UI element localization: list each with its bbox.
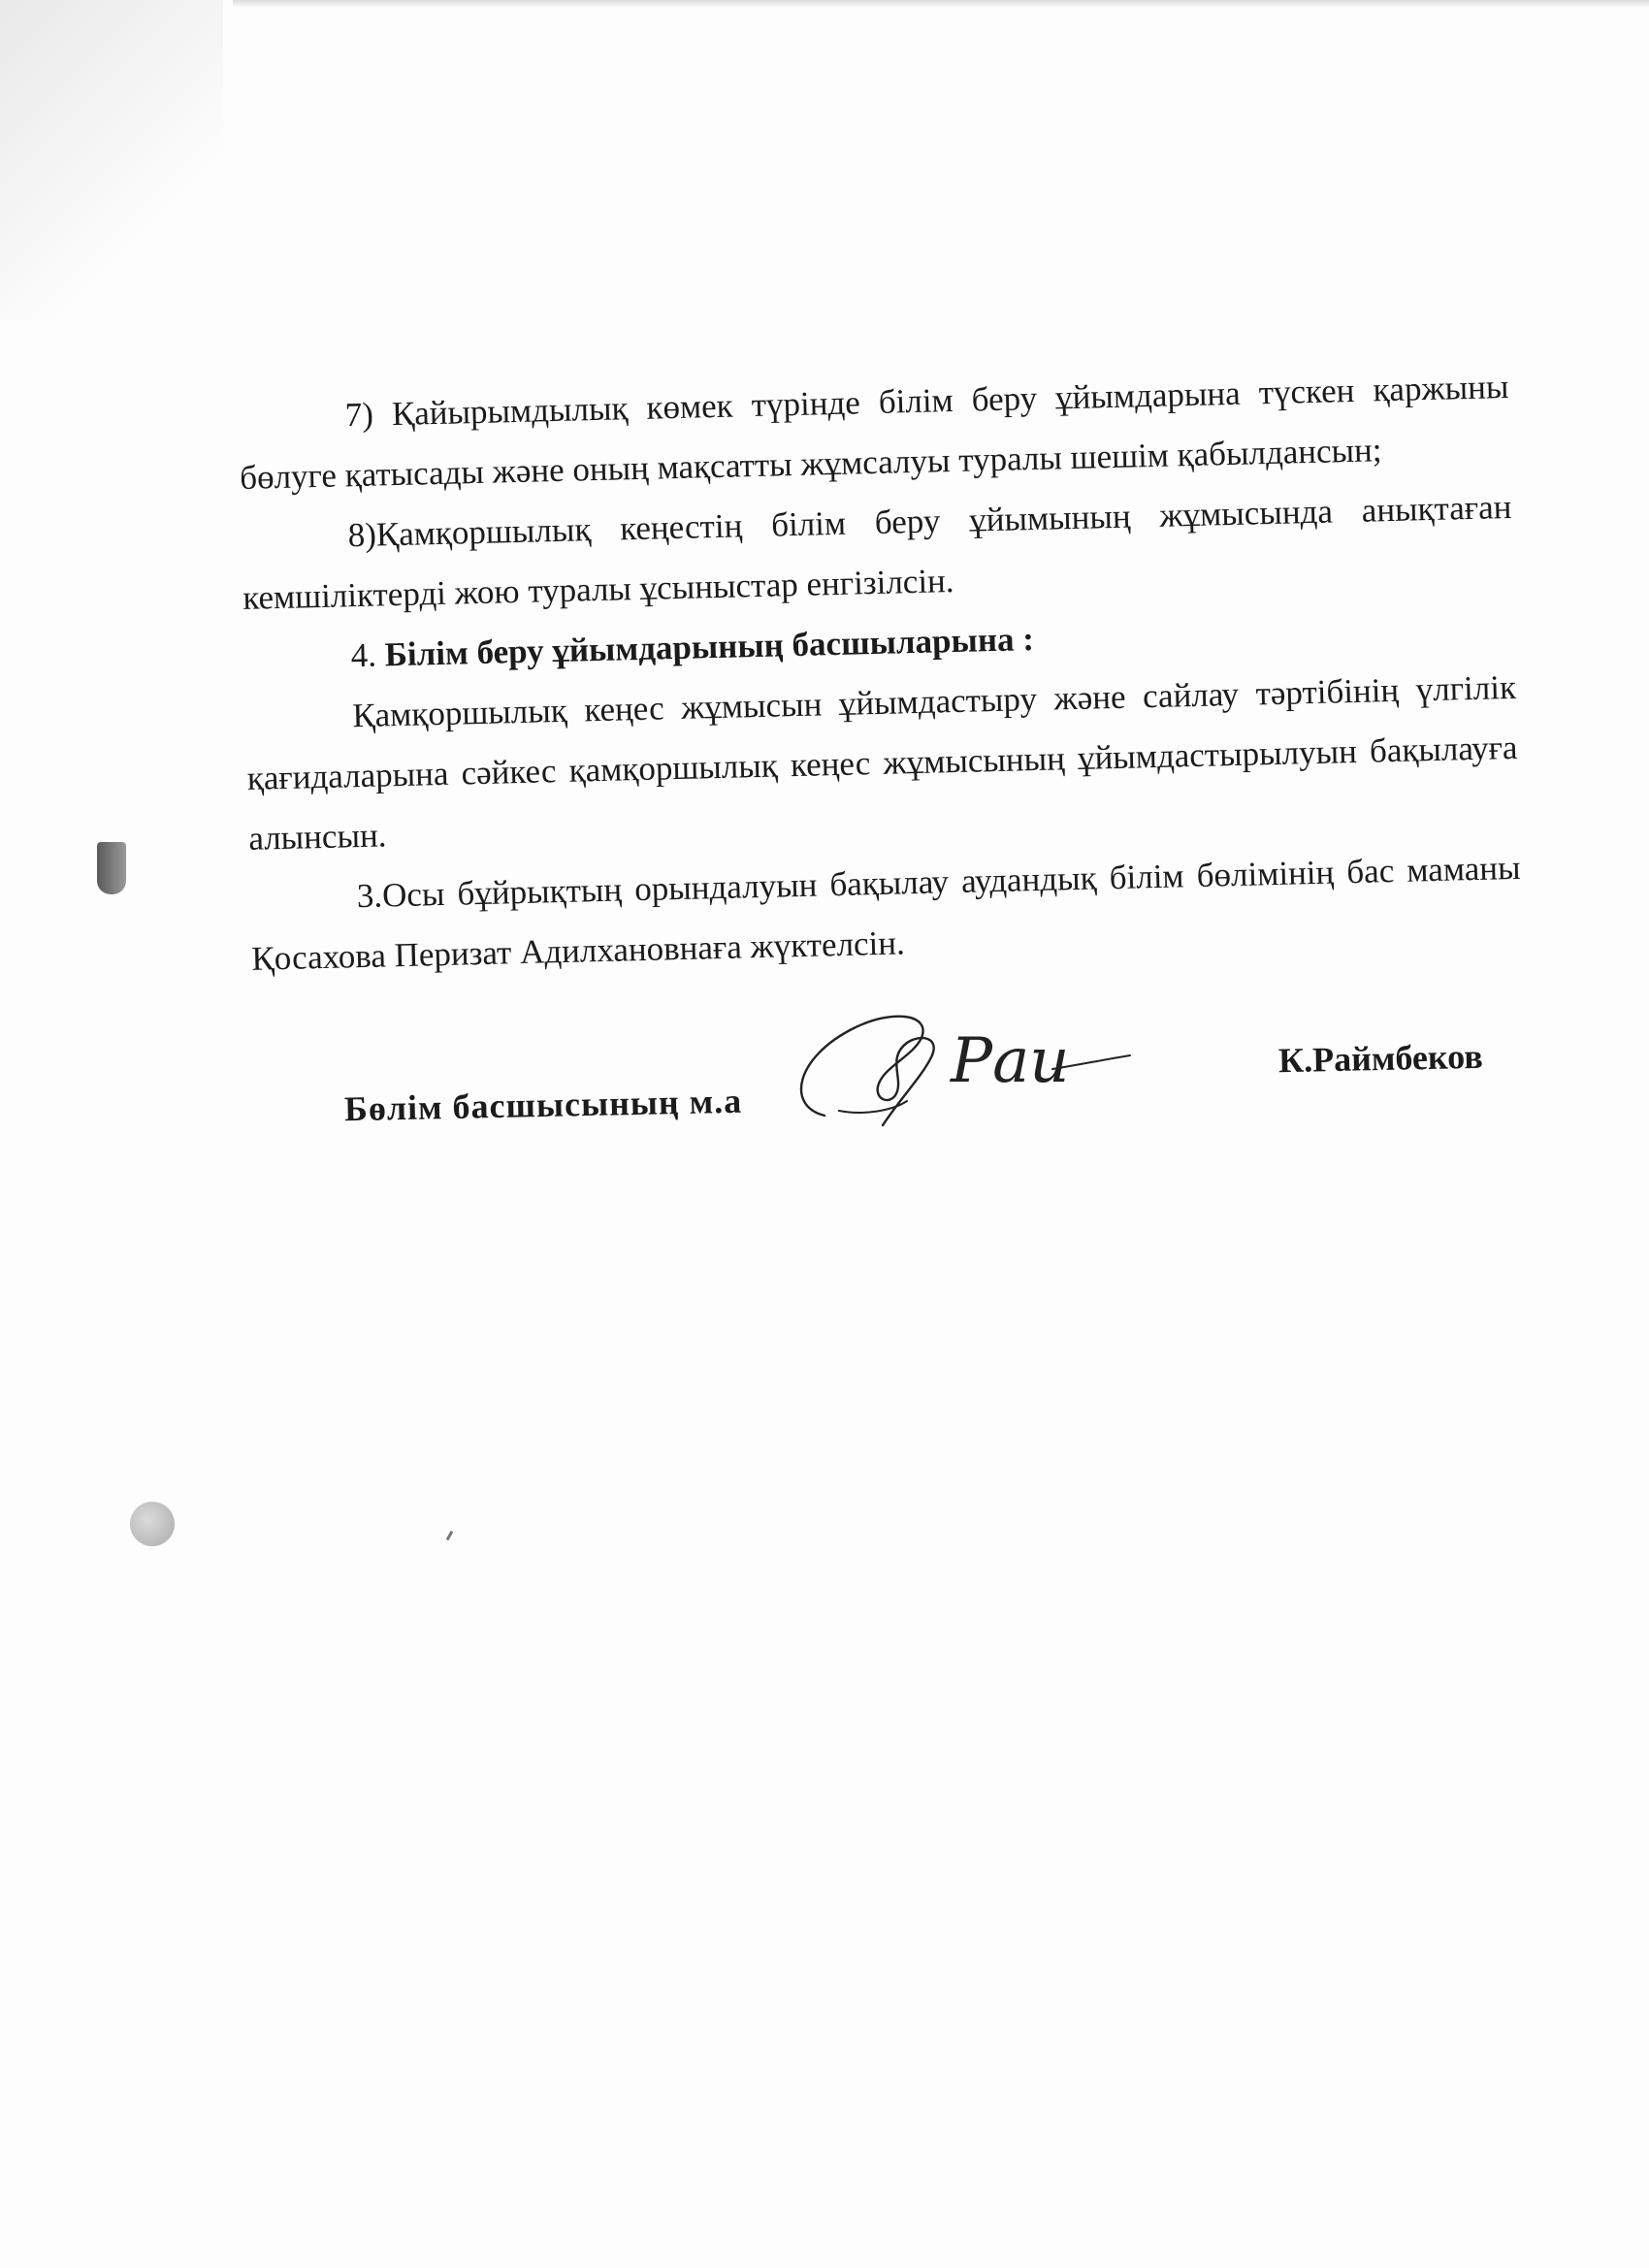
page-top-edge xyxy=(233,0,1649,8)
handwritten-signature xyxy=(786,999,1135,1135)
paragraph-item-7: 7) Қайырымдылық көмек түрінде білім беру ұйымдарына түскен қаржыны бөлуге қатысады және оның мақсатты жұмсалуы туралы шешім қабылдансын; xyxy=(239,367,1509,497)
paragraph-item-3: 3.Осы бұйрықтың орындалуын бақылау аудандық білім бөлімінің бас маманы Қосахова Перизат Адилхановнаға жүктелсін. xyxy=(250,848,1521,978)
binder-clip-mark xyxy=(97,842,126,894)
signer-title: Бөлім басшысының м.а xyxy=(343,1081,743,1129)
signature-script: Раи xyxy=(951,1025,1070,1097)
scan-speck xyxy=(446,1531,454,1540)
paragraph-item-8: 8)Қамқоршылық кеңестің білім беру ұйымының жұмысында анықтаған кемшіліктерді жою туралы ұсыныстар енгізілсін. xyxy=(242,487,1512,617)
section-heading-text: Білім беру ұйымдарының басшыларына : xyxy=(384,620,1035,674)
signer-name: К.Раймбеков xyxy=(1277,1036,1484,1081)
paragraph-section-4-body: Қамқоршылық кеңес жұмысын ұйымдастыру және сайлау тәртібінің үлгілік қағидаларына сәйкес қамқоршылық кеңес жұмысының ұйымдастырылуын бақылауға алынсын. xyxy=(246,667,1518,858)
folded-corner-shadow xyxy=(0,0,223,320)
punch-hole xyxy=(130,1502,175,1546)
section-number: 4. xyxy=(350,635,377,675)
document-body xyxy=(238,357,1523,989)
